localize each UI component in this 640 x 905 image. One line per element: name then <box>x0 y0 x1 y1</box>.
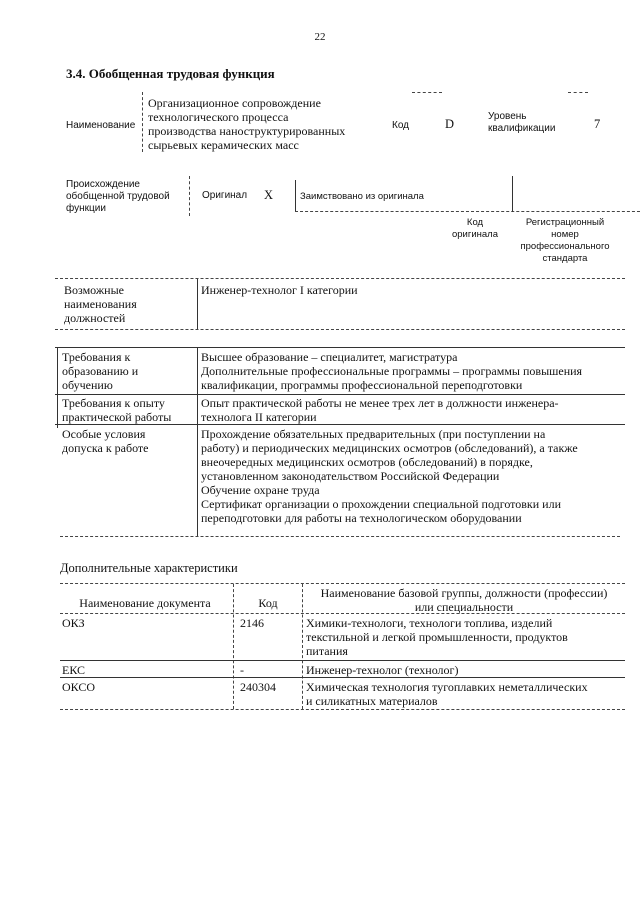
special-conditions-label: Особые условия допуска к работе <box>62 427 149 455</box>
divider <box>233 584 234 709</box>
experience-label: Требования к опыту практической работы <box>62 396 172 424</box>
table-row-name: Инженер-технолог (технолог) <box>306 663 459 677</box>
table-row-doc: ОКЗ <box>62 616 85 630</box>
divider <box>295 180 296 212</box>
level-value: 7 <box>594 117 601 131</box>
divider <box>60 677 625 678</box>
code-label: Код <box>392 120 410 131</box>
table-row-name: Химики-технологи, технологи топлива, изделий текстильной и легкой промышленности, продуктов питания <box>306 616 568 658</box>
positions-label: Возможные наименования должностей <box>64 283 137 325</box>
page-number: 22 <box>314 31 326 43</box>
experience-value: Опыт практической работы не менее трех лет в должности инженера- технолога II категории <box>201 396 559 424</box>
divider <box>302 584 303 709</box>
divider <box>55 278 625 279</box>
table-row-doc: ЕКС <box>62 663 86 677</box>
divider <box>60 536 620 537</box>
education-label: Требования к образованию и обучению <box>62 350 139 392</box>
special-conditions-value: Прохождение обязательных предварительных (при поступлении на работу) и периодических медицинских осмотров (обследований), а также внеочередных медицинских осмотров (обследований) в порядке, установленном законодательством Российской Федерации Обучение охране труда Сертификат организации о прохождении специальной подготовки или переподготовки для работы на технологическом оборудовании <box>201 427 578 525</box>
divider <box>197 347 198 537</box>
code-original-label: Код оригинала <box>451 217 498 240</box>
original-label: Оригинал <box>202 190 248 201</box>
header-code: Код <box>258 596 278 610</box>
divider <box>412 92 442 93</box>
divider <box>60 613 625 614</box>
divider <box>55 347 625 348</box>
table-row-code: 240304 <box>240 680 276 694</box>
divider <box>295 211 640 212</box>
header-name: Наименование базовой группы, должности (профессии) или специальности <box>320 586 608 614</box>
positions-value: Инженер-технолог I категории <box>201 283 358 297</box>
header-doc: Наименование документа <box>79 596 211 610</box>
divider <box>512 176 513 212</box>
name-value: Организационное сопровождение технологического процесса производства наноструктурированных сырьевых керамических масс <box>148 96 346 152</box>
divider <box>57 347 58 428</box>
divider <box>197 279 198 329</box>
section-title: 3.4. Обобщенная трудовая функция <box>66 66 275 81</box>
table-row-name: Химическая технология тугоплавких неметаллических и силикатных материалов <box>306 680 588 708</box>
additional-title: Дополнительные характеристики <box>60 561 238 575</box>
code-value: D <box>445 117 455 131</box>
original-mark: X <box>264 188 274 202</box>
divider <box>189 176 190 216</box>
divider <box>60 660 625 661</box>
divider <box>60 583 625 584</box>
divider <box>568 92 588 93</box>
divider <box>60 709 625 710</box>
reg-number-label: Регистрационный номер профессионального стандарта <box>520 217 610 264</box>
divider <box>142 92 143 152</box>
table-row-code: - <box>240 663 244 677</box>
borrowed-label: Заимствовано из оригинала <box>300 191 424 202</box>
divider <box>55 424 625 425</box>
divider <box>55 394 625 395</box>
name-label: Наименование <box>66 120 136 131</box>
level-label: Уровень квалификации <box>488 111 556 134</box>
origin-label: Происхождение обобщенной трудовой функции <box>66 179 170 214</box>
table-row-code: 2146 <box>240 616 264 630</box>
education-value: Высшее образование – специалитет, магистратура Дополнительные профессиональные программы – программы повышения квалификации, программы профессиональной переподготовки <box>201 350 583 392</box>
divider <box>55 329 625 330</box>
table-row-doc: ОКСО <box>62 680 96 694</box>
